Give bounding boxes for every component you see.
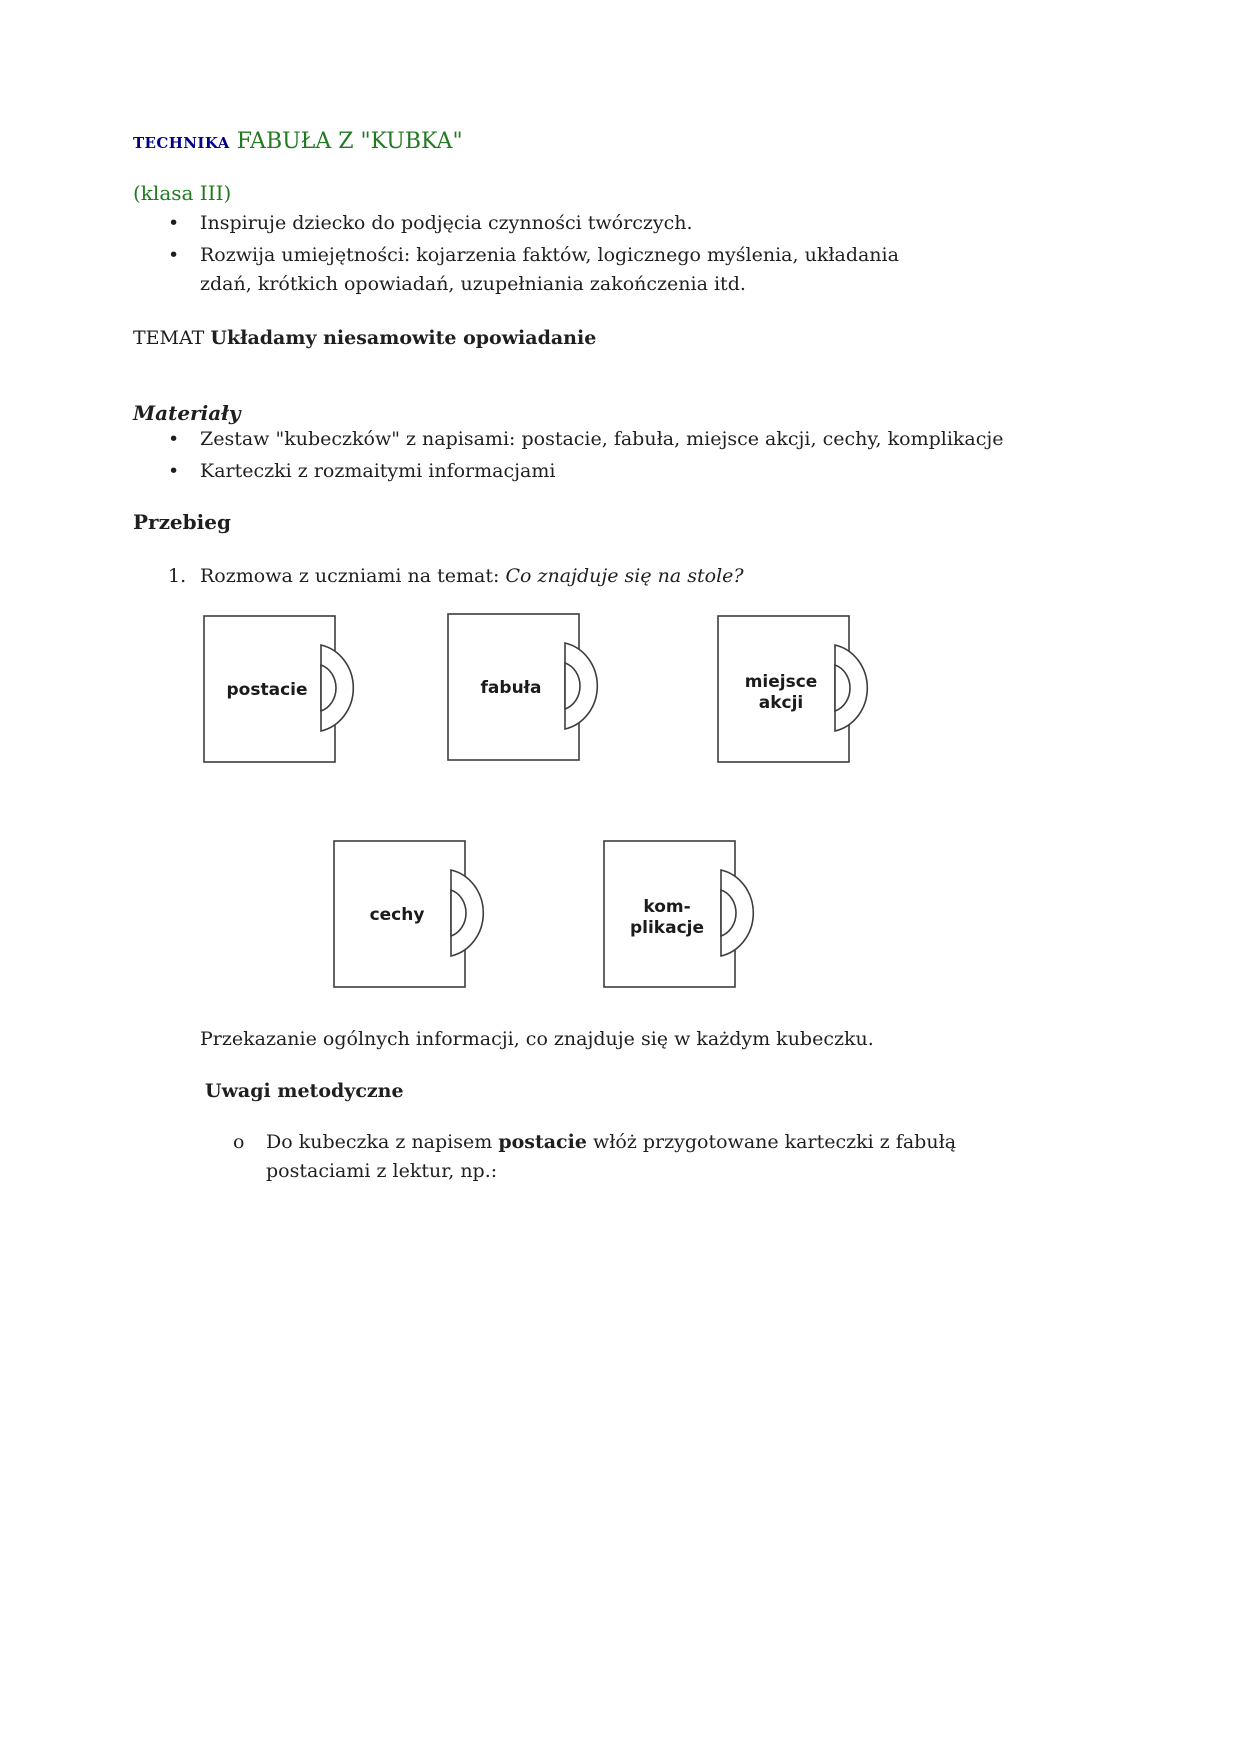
temat-line xyxy=(133,327,1150,349)
cup-miejsce-akcji xyxy=(717,615,892,765)
cup-label: fabuła xyxy=(480,678,542,698)
list-item xyxy=(133,425,1150,454)
intro-bullet-list xyxy=(133,209,1150,299)
cups-diagram xyxy=(133,607,1150,999)
list-item-text: Rozwija umiejętności: kojarzenia faktów, logicznego myślenia, układania zdań, krótkich opowiadań, uzupełniania zakończenia itd. xyxy=(200,244,899,295)
cup-komplikacje xyxy=(603,840,778,990)
cup-label: postacie xyxy=(226,680,308,700)
materialy-heading: Materiały xyxy=(133,401,241,425)
uwagi-bold-word: postacie xyxy=(498,1131,587,1153)
uwagi-heading: Uwagi metodyczne xyxy=(205,1080,404,1102)
bullet-marker: • xyxy=(168,460,180,482)
circle-marker: o xyxy=(233,1131,245,1153)
info-paragraph: Przekazanie ogólnych informacji, co znajduje się w każdym kubeczku. xyxy=(200,1028,874,1050)
technika-label: TECHNIKA xyxy=(133,134,230,152)
cup-label: akcji xyxy=(758,693,804,713)
cup-label: kom- xyxy=(643,897,691,917)
przebieg-heading: Przebieg xyxy=(133,510,231,534)
przebieg-list xyxy=(133,562,1150,591)
page-title xyxy=(133,128,1150,157)
materialy-bullet-list xyxy=(133,425,1150,486)
bullet-marker: • xyxy=(168,244,180,266)
cup-fabula xyxy=(447,613,622,763)
list-item xyxy=(133,209,1150,238)
cup-cechy xyxy=(333,840,508,990)
cup-label: cechy xyxy=(369,905,425,925)
numbered-item-text: Rozmowa z uczniami na temat: xyxy=(200,565,500,587)
uwagi-list-item xyxy=(133,1128,1056,1186)
list-item xyxy=(133,457,1150,486)
list-item-text: Inspiruje dziecko do podjęcia czynności twórczych. xyxy=(200,212,693,234)
cup-label: plikacje xyxy=(629,918,705,938)
subtitle-klasa: (klasa III) xyxy=(133,181,232,205)
list-item-text: Zestaw "kubeczków" z napisami: postacie, fabuła, miejsce akcji, cechy, komplikacje xyxy=(200,428,1004,450)
title-text: FABUŁA Z "KUBKA" xyxy=(236,129,463,154)
uwagi-text-after: włóż przygotowane karteczki z fabułą postaciami z lektur, np.: xyxy=(266,1131,957,1182)
list-item-text: Karteczki z rozmaitymi informacjami xyxy=(200,460,556,482)
cup-postacie xyxy=(203,615,378,765)
list-item xyxy=(133,241,945,299)
bullet-marker: • xyxy=(168,212,180,234)
cup-label: miejsce xyxy=(744,672,818,692)
bullet-marker: • xyxy=(168,428,180,450)
temat-title: Układamy niesamowite opowiadanie xyxy=(210,327,597,349)
number-marker: 1. xyxy=(168,565,187,587)
temat-prefix: TEMAT xyxy=(133,327,205,349)
uwagi-text-before: Do kubeczka z napisem xyxy=(266,1131,493,1153)
numbered-item-question: Co znajduje się na stole? xyxy=(505,565,744,587)
numbered-item xyxy=(133,562,1150,591)
